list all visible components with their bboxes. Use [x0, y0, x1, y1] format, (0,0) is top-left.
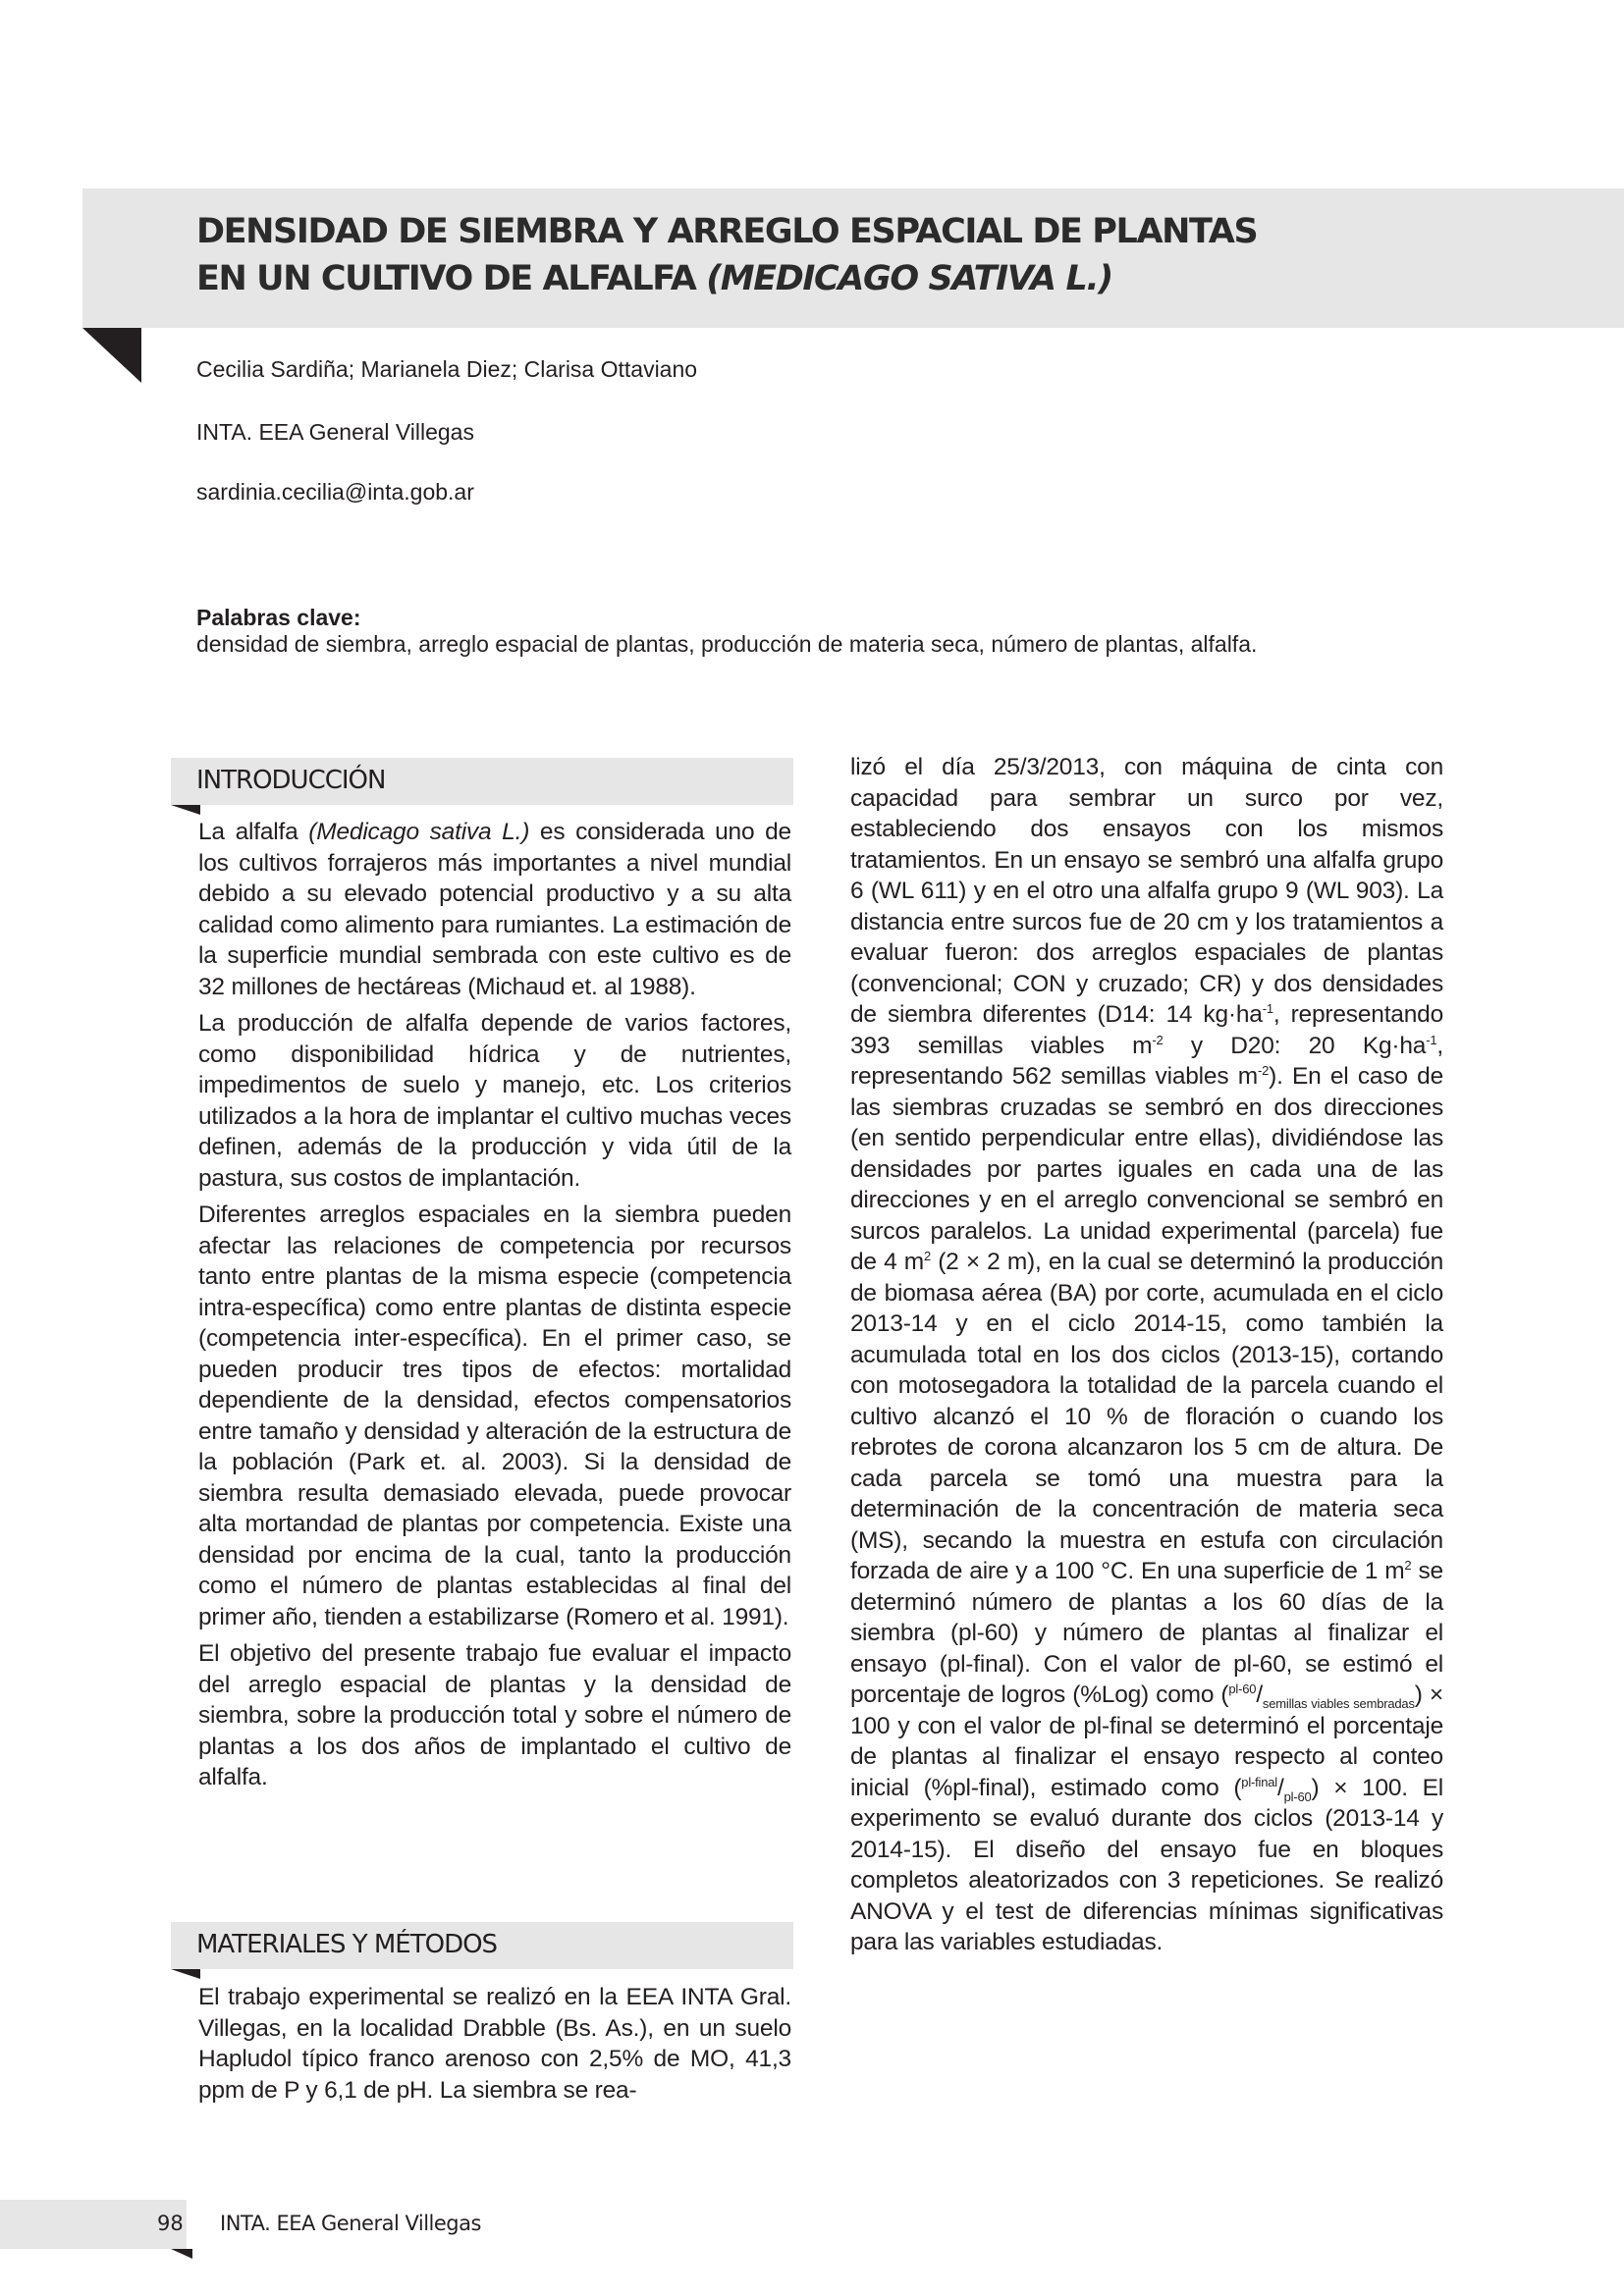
page-number: 98 [157, 2212, 184, 2235]
keywords-text: densidad de siembra, arreglo espacial de plantas, producción de materia seca, número de plantas, alfalfa. [196, 631, 1258, 657]
intro-heading-marker [171, 805, 200, 815]
methods-sup-3: -1 [1426, 1032, 1437, 1047]
intro-paragraph-1 [198, 817, 791, 1002]
methods-text-7: se determinó número de plantas a los 60 días de la siembra (pl-60) y número de plantas al finalizar el ensayo (pl-final). Con el valor de pl-60, se estimó el porcentaje de logros (%Log) como ( [850, 1558, 1443, 1708]
methods-heading: MATERIALES Y MÉTODOS [196, 1930, 498, 1959]
methods-sup-1: -1 [1262, 1000, 1273, 1016]
email: sardinia.cecilia@inta.gob.ar [196, 479, 474, 505]
intro-paragraph-4: El objetivo del presente trabajo fue evaluar el impacto del arreglo espacial de plantas y la densidad de siembra, sobre la producción total y sobre el número de plantas a los dos años de implantado el cultivo de alfalfa. [198, 1640, 791, 1790]
institution: INTA. EEA General Villegas [196, 419, 474, 445]
intro-paragraph-3: Diferentes arreglos espaciales en la siembra pueden afectar las relaciones de competencia por recursos tanto entre plantas de la misma especie (competencia intra-específica) como entre plantas de distinta especie (competencia inter-específica). En el primer caso, se pueden producir tres tipos de efectos: mortalidad dependiente de la densidad, efectos compensatorios entre tamaño y densidad y alteración de la estructura de la población (Park et. al. 2003). Si la densidad de siembra resulta demasiado elevada, puede provocar alta mortandad de plantas por competencia. Existe una densidad por encima de la cual, tanto la producción como el número de plantas establecidas al final del primer año, tienden a estabilizarse (Romero et al. 1991). [198, 1201, 791, 1630]
methods-text-8: ) × 100 y con el valor de pl-final se determinó el porcentaje de plantas al finalizar el ensayo respecto al conteo inicial (%pl-final), estimado como ( [850, 1682, 1443, 1801]
methods-frac-2-num: pl-final [1241, 1774, 1277, 1789]
paper-title [196, 208, 1532, 302]
methods-frac-1-slash: / [1256, 1682, 1263, 1708]
methods-text-5: ). En el caso de las siembras cruzadas se sembró en dos direcciones (en sentido perpendicular entre ellas), dividiéndose las densidades por partes iguales en cada una de las direcciones y en el arreglo convencional se sembró en surcos paralelos. La unidad experimental (parcela) fue de 4 m [850, 1063, 1443, 1275]
footer-institution: INTA. EEA General Villegas [220, 2212, 481, 2235]
methods-paragraph-continued [850, 752, 1443, 1958]
title-line-2-italic: (MEDICAGO SATIVA L.) [706, 259, 1112, 298]
intro-paragraph-2: La producción de alfalfa depende de varios factores, como disponibilidad hídrica y de nutrientes, impedimentos de suelo y manejo, etc. Los criterios utilizados a la hora de implantar el cultivo muchas veces definen, además de la producción y vida útil de la pastura, sus costos de implantación. [198, 1010, 791, 1192]
methods-sup-4: -2 [1257, 1062, 1270, 1078]
methods-body-right [850, 752, 1443, 1964]
methods-frac-1-num: pl-60 [1228, 1681, 1257, 1696]
intro-body [198, 817, 791, 1799]
methods-text-3: y D20: 20 Kg·ha [1163, 1032, 1427, 1059]
methods-sup-5: 2 [923, 1248, 931, 1263]
methods-text-9: ) × 100. El experimento se evaluó durante dos ciclos (2013-14 y 2014-15). El diseño del ensayo fue en bloques completos aleatorizados con 3 repeticiones. Se realizó ANOVA y el test de diferencias mínimas significativas para las variables estudiadas. [850, 1774, 1444, 1955]
methods-text-6: (2 × 2 m), en la cual se determinó la producción de biomasa aérea (BA) por corte, acumulada en el ciclo 2013-14 y en el ciclo 2014-15, como también la acumulada total en los dos ciclos (2013-15), cortando con motosegadora la totalidad de la parcela cuando el cultivo alcanzó el 10 % de floración o cuando los rebrotes de corona alcanzaron los 5 cm de altura. De cada parcela se tomó una muestra para la determinación de la concentración de materia seca (MS), secando la muestra en estufa con circulación forzada de aire y a 100 °C. En una superficie de 1 m [850, 1249, 1443, 1584]
methods-heading-marker [171, 1969, 200, 1979]
methods-sup-2: -2 [1152, 1032, 1164, 1047]
methods-frac-2-slash: / [1277, 1774, 1284, 1801]
title-line-2 [196, 255, 1532, 302]
methods-sup-6: 2 [1404, 1557, 1412, 1573]
title-corner-marker [82, 328, 141, 383]
methods-text-2: , representando 393 semillas viables m [850, 1001, 1443, 1059]
intro-p1-species: (Medicago sativa L.) [308, 819, 530, 845]
title-line-1: DENSIDAD DE SIEMBRA Y ARREGLO ESPACIAL DE PLANTAS [196, 212, 1258, 251]
methods-paragraph-1: El trabajo experimental se realizó en la EEA INTA Gral. Villegas, en la localidad Drabble (Bs. As.), en un suelo Hapludol típico franco arenoso con 2,5% de MO, 41,3 ppm de P y 6,1 de pH. La siembra se rea- [198, 1984, 791, 2104]
keywords-label: Palabras clave: [196, 605, 361, 630]
methods-text-4: , representando 562 semillas viables m [850, 1032, 1443, 1090]
title-line-2-main: EN UN CULTIVO DE ALFALFA [196, 259, 707, 298]
intro-heading: INTRODUCCIÓN [196, 766, 386, 795]
intro-p1-end: es considerada uno de los cultivos forrajeros más importantes a nivel mundial debido a su elevado potencial productivo y a su alta calidad como alimento para rumiantes. La estimación de la superficie mundial sembrada con este cultivo es de 32 millones de hectáreas (Michaud et. al 1988). [198, 819, 791, 1000]
authors: Cecilia Sardiña; Marianela Diez; Clarisa Ottaviano [196, 356, 698, 382]
methods-text-1: lizó el día 25/3/2013, con máquina de cinta con capacidad para sembrar un surco por vez, estableciendo dos ensayos con los mismos tratamientos. En un ensayo se sembró una alfalfa grupo 6 (WL 611) y en el otro una alfalfa grupo 9 (WL 903). La distancia entre surcos fue de 20 cm y los tratamientos a evaluar fueron: dos arreglos espaciales de plantas (convencional; CON y cruzado; CR) y dos densidades de siembra diferentes (D14: 14 kg·ha [850, 754, 1443, 1028]
methods-frac-1-den: semillas viables sembradas [1262, 1695, 1415, 1711]
intro-p1-start: La alfalfa [198, 819, 309, 845]
methods-frac-2-den: pl-60 [1283, 1789, 1312, 1804]
footer-marker [171, 2249, 192, 2259]
methods-body-left [198, 1982, 791, 2111]
